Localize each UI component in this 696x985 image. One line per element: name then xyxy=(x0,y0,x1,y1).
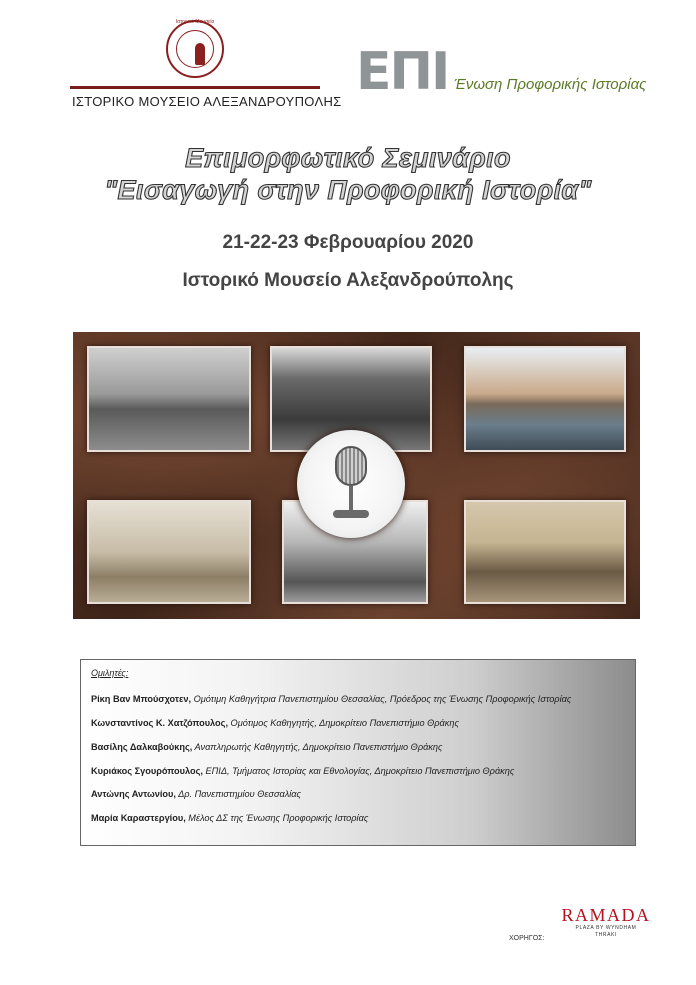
speaker-item xyxy=(91,694,571,704)
ramada-logo xyxy=(556,905,656,941)
epi-logo xyxy=(356,44,681,104)
speaker-name: Βασίλης Δαλκαβούκης, xyxy=(91,742,193,752)
museum-logo xyxy=(70,18,342,118)
museum-divider xyxy=(70,86,320,89)
museum-seal-icon xyxy=(166,20,224,78)
speaker-name: Κωνσταντίνος Κ. Χατζόπουλος, xyxy=(91,718,228,728)
sponsor-label: ΧΟΡΗΓΟΣ: xyxy=(509,935,545,942)
museum-name: ΙΣΤΟΡΙΚΟ ΜΟΥΣΕΙΟ ΑΛΕΞΑΝΔΡΟΥΠΟΛΗΣ xyxy=(72,94,342,109)
speakers-panel xyxy=(80,659,636,846)
speaker-name: Μαρία Καραστεργίου, xyxy=(91,813,186,823)
ramada-location: THRAKI xyxy=(595,932,617,938)
seminar-subject: "Εισαγωγή στην Προφορική Ιστορία" xyxy=(104,175,592,205)
microphone-icon xyxy=(297,430,405,538)
speaker-item xyxy=(91,766,514,776)
museum-seal-text: Ιστορικό Μουσείο xyxy=(175,19,215,25)
photo-lighthouse-beach xyxy=(87,500,251,604)
speaker-role: Ομότιμη Καθηγήτρια Πανεπιστημίου Θεσσαλίας, Πρόεδρος της Ένωσης Προφορικής Ιστορίας xyxy=(191,694,572,704)
speaker-role: Δρ. Πανεπιστημίου Θεσσαλίας xyxy=(175,789,302,799)
ramada-name: RAMADA xyxy=(561,905,651,925)
speaker-name: Κυριάκος Σγουρόπουλος, xyxy=(91,766,203,776)
speaker-role: Ομότιμος Καθηγητής, Δημοκρίτειο Πανεπιστήμιο Θράκης xyxy=(228,718,459,728)
speaker-role: Μέλος ΔΣ της Ένωσης Προφορικής Ιστορίας xyxy=(185,813,369,823)
photo-harbor xyxy=(464,346,626,452)
speaker-name: Ρίκη Βαν Μπούσχοτεν, xyxy=(91,694,192,704)
epi-name: Ένωση Προφορικής Ιστορίας xyxy=(454,76,647,93)
photo-collage xyxy=(73,332,640,619)
speaker-item xyxy=(91,742,443,752)
speaker-role: ΕΠΙΔ, Τμήματος Ιστορίας και Εθνολογίας, Δημοκρίτειο Πανεπιστήμιο Θράκης xyxy=(202,766,515,776)
speakers-heading: Ομιλητές: xyxy=(91,668,129,678)
epi-mark-icon: ΕΠΙ xyxy=(356,42,449,102)
speaker-item xyxy=(91,789,301,799)
seminar-venue: Ιστορικό Μουσείο Αλεξανδρούπολης xyxy=(182,270,514,291)
speaker-item xyxy=(91,718,459,728)
speaker-item xyxy=(91,813,368,823)
photo-train-station xyxy=(87,346,251,452)
seminar-title: Επιμορφωτικό Σεμινάριο xyxy=(185,143,511,173)
photo-women-umbrella xyxy=(464,500,626,604)
ramada-subtitle: PLAZA BY WYNDHAM xyxy=(575,925,637,931)
seminar-dates: 21-22-23 Φεβρουαρίου 2020 xyxy=(222,232,474,253)
speaker-role: Αναπληρωτής Καθηγητής, Δημοκρίτειο Πανεπιστήμιο Θράκης xyxy=(192,742,443,752)
speaker-name: Αντώνης Αντωνίου, xyxy=(91,789,176,799)
